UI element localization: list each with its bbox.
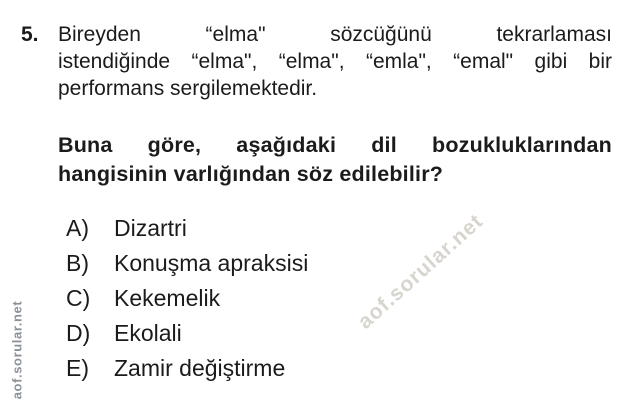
diagonal-watermark: aof.sorular.net bbox=[353, 209, 488, 334]
question-number: 5. bbox=[21, 23, 39, 46]
option-d bbox=[66, 319, 182, 347]
paragraph-line: istendiğinde “elma", “elma", “emla", “emal" gibi bir bbox=[58, 50, 612, 73]
option-text: Konuşma apraksisi bbox=[114, 250, 309, 276]
option-letter: A) bbox=[66, 215, 89, 241]
vertical-watermark: aof.sorular.net bbox=[9, 300, 25, 400]
option-text: Dizartri bbox=[114, 215, 187, 241]
option-b bbox=[66, 249, 308, 277]
option-letter: E) bbox=[66, 355, 89, 381]
option-c bbox=[66, 284, 220, 312]
option-text: Ekolali bbox=[114, 320, 182, 346]
stem-line: Buna göre, aşağıdaki dil bozukluklarından bbox=[58, 133, 612, 157]
question-stem bbox=[58, 131, 612, 189]
paragraph-line: Bireyden “elma" sözcüğünü tekrarlaması bbox=[58, 23, 612, 46]
stem-line: hangisinin varlığından söz edilebilir? bbox=[58, 162, 444, 186]
option-a bbox=[66, 214, 187, 242]
option-text: Kekemelik bbox=[114, 285, 221, 311]
option-letter: D) bbox=[66, 320, 91, 346]
question-paragraph bbox=[58, 21, 612, 102]
option-letter: B) bbox=[66, 250, 89, 276]
option-letter: C) bbox=[66, 285, 91, 311]
paragraph-line: performans sergilemektedir. bbox=[58, 77, 318, 100]
option-e bbox=[66, 354, 285, 382]
option-text: Zamir değiştirme bbox=[114, 355, 286, 381]
